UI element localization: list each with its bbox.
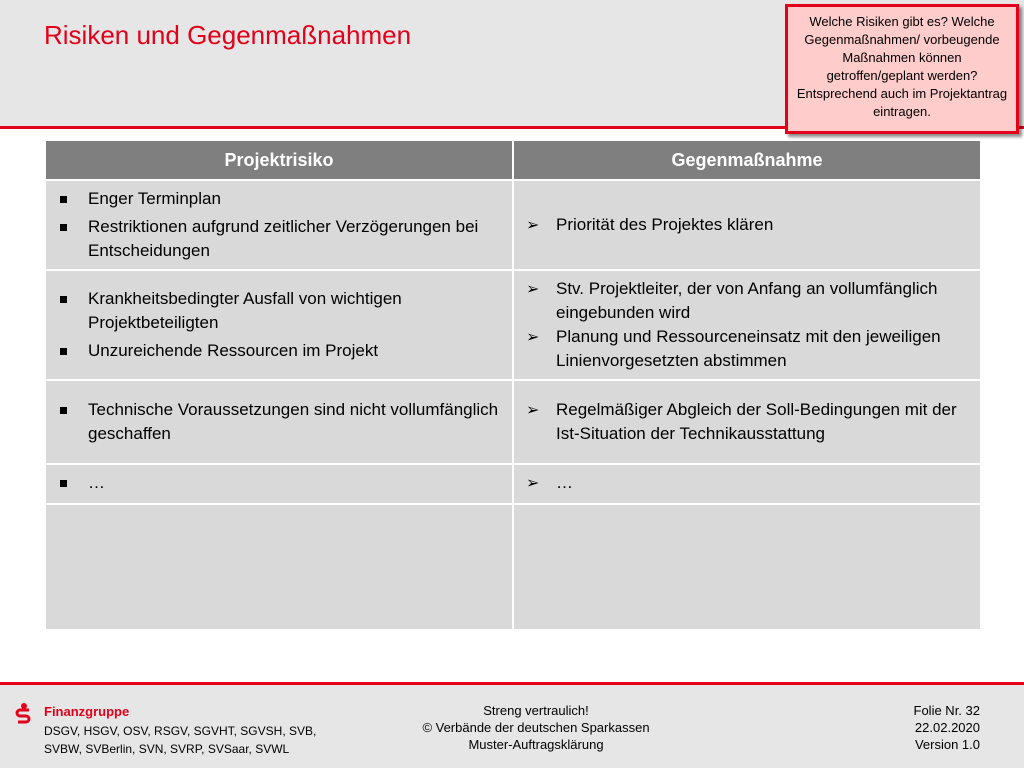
associations-line: DSGV, HSGV, OSV, RSGV, SGVHT, SGVSH, SVB, [44, 724, 317, 738]
measure-cell [514, 271, 980, 379]
risk-cell [46, 181, 512, 269]
measure-cell-empty [514, 505, 980, 629]
brand-name: Finanzgruppe [44, 704, 130, 719]
table-row [46, 271, 980, 379]
hint-callout: Welche Risiken gibt es? Welche Gegenmaßnahmen/ vorbeugende Maßnahmen können getroffen/geplant werden? Entsprechend auch im Projektantrag eintragen. [785, 4, 1019, 134]
measure-item: ➢ Stv. Projektleiter, der von Anfang an vollumfänglich eingebunden wird [526, 277, 970, 325]
measure-item: ➢ Regelmäßiger Abgleich der Soll-Bedingungen mit der Ist-Situation der Technikausstattung [526, 398, 970, 446]
header-risk: Projektrisiko [46, 141, 512, 179]
table-row [46, 381, 980, 463]
risk-item: … [58, 471, 502, 495]
risk-cell [46, 381, 512, 463]
measure-item: ➢ … [526, 471, 970, 495]
table-row [46, 181, 980, 269]
risk-item: Unzureichende Ressourcen im Projekt [58, 339, 502, 363]
measure-item: ➢ Planung und Ressourceneinsatz mit den jeweiligen Linienvorgesetzten abstimmen [526, 325, 970, 373]
risk-item: Krankheitsbedingter Ausfall von wichtigen Projektbeteiligten [58, 287, 502, 335]
risk-item: Enger Terminplan [58, 187, 502, 211]
measure-cell [514, 381, 980, 463]
page-title: Risiken und Gegenmaßnahmen [44, 20, 412, 50]
risk-item: Technische Voraussetzungen sind nicht vollumfänglich geschaffen [58, 398, 502, 446]
slide-date: 22.02.2020 [914, 720, 980, 735]
sparkasse-logo-icon [14, 702, 44, 726]
document-name: Muster-Auftragsklärung [468, 737, 604, 752]
risk-cell [46, 465, 512, 503]
risk-cell-empty [46, 505, 512, 629]
measure-cell [514, 465, 980, 503]
associations-line: SVBW, SVBerlin, SVN, SVRP, SVSaar, SVWL [44, 742, 290, 756]
table-row-empty [46, 505, 980, 629]
footer-center [396, 702, 676, 753]
footer-meta [860, 702, 980, 753]
measure-item: ➢ Priorität des Projektes klären [526, 213, 970, 237]
table-row [46, 465, 980, 503]
version-label: Version 1.0 [914, 737, 980, 752]
risk-cell [46, 271, 512, 379]
slide-number: Folie Nr. 32 [913, 703, 980, 718]
measure-cell [514, 181, 980, 269]
table-header-row [46, 141, 980, 179]
risk-item: Restriktionen aufgrund zeitlicher Verzögerungen bei Entscheidungen [58, 215, 502, 263]
confidential-note: Streng vertraulich! [483, 703, 589, 718]
header-measure: Gegenmaßnahme [514, 141, 980, 179]
associations [44, 722, 344, 758]
risk-table [44, 139, 982, 631]
copyright-note: © Verbände der deutschen Sparkassen [422, 720, 650, 735]
